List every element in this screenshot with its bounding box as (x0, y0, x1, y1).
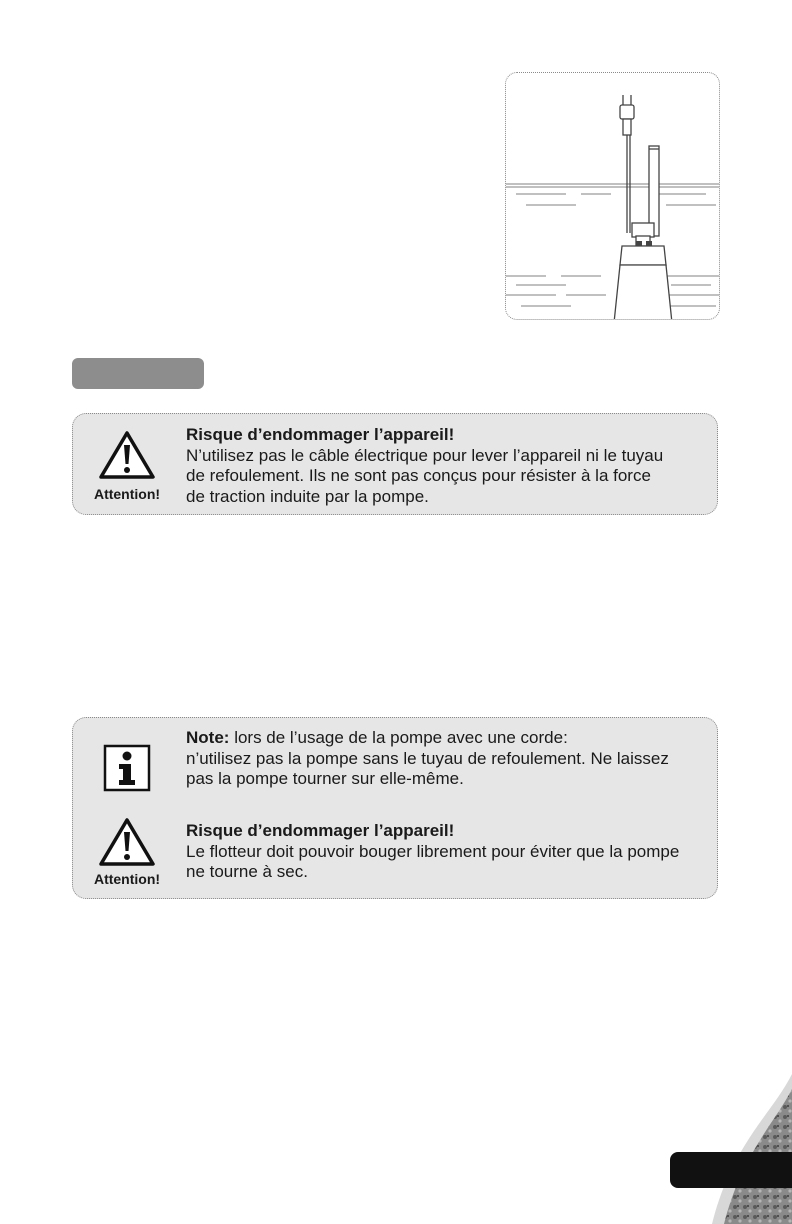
warning-text (186, 821, 703, 883)
attention-label: Attention! (93, 871, 161, 887)
corner-stone-decoration (712, 1074, 792, 1224)
warning-heading: Risque d’endommager l’appareil! (186, 821, 455, 840)
warning-panel (72, 413, 718, 515)
warning-line: ne tourne à sec. (186, 862, 308, 881)
warning-line: Le flotteur doit pouvoir bouger librement pour éviter que la pompe (186, 841, 680, 861)
warning-line: de refoulement. Ils ne sont pas conçus pour résister à la force (186, 466, 651, 485)
warning-text (186, 425, 703, 507)
warning-line: N’utilisez pas le câble électrique pour lever l’appareil ni le tuyau (186, 445, 664, 465)
warning-triangle-icon (73, 430, 181, 485)
note-label: Note: (186, 728, 230, 747)
pump-drawing (506, 73, 719, 319)
note-first-line: lors de l’usage de la pompe avec une corde: (234, 728, 568, 747)
note-line: n’utilisez pas la pompe sans le tuyau de refoulement. Ne laissez (186, 748, 669, 768)
warning-line: de traction induite par la pompe. (186, 486, 429, 506)
info-icon (73, 744, 181, 797)
note-text (186, 728, 703, 790)
note-warning-panel (72, 717, 718, 899)
pump-illustration (505, 72, 720, 320)
section-heading-tab (72, 358, 204, 389)
warning-heading: Risque d’endommager l’appareil! (186, 425, 455, 444)
note-line: pas la pompe tourner sur elle-même. (186, 769, 464, 788)
warning-triangle-icon (73, 817, 181, 872)
page-number-tab (670, 1152, 792, 1188)
attention-label: Attention! (93, 486, 161, 502)
